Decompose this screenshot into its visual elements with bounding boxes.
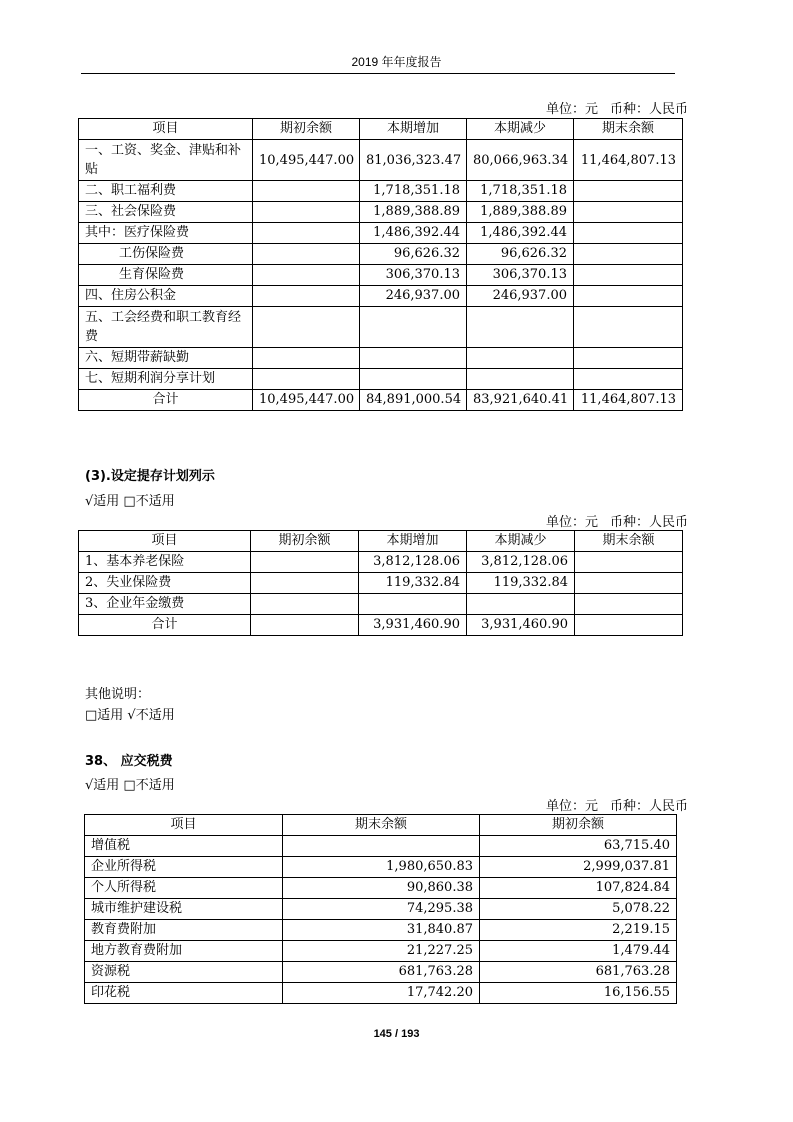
value-cell [575,552,683,573]
value-cell [574,181,683,202]
table-row [79,202,683,223]
value-cell [253,265,360,286]
value-cell: 96,626.32 [467,244,574,265]
table-row [85,878,677,899]
table-row [79,265,683,286]
value-cell [575,615,683,636]
table-row [79,286,683,307]
table-row [79,140,683,181]
value-cell [253,244,360,265]
unit-line-3 [534,795,688,814]
value-cell: 3,931,460.90 [467,615,575,636]
table-row [85,920,677,941]
value-cell: 84,891,000.54 [360,390,467,411]
row-label: 增值税 [85,836,283,857]
value-cell: 11,464,807.13 [574,140,683,181]
page-number: 145 / 193 [373,1028,420,1040]
value-cell [251,552,359,573]
value-cell [574,348,683,369]
value-cell: 10,495,447.00 [253,140,360,181]
value-cell: 1,718,351.18 [467,181,574,202]
row-label: 四、住房公积金 [79,286,253,307]
column-header: 本期增加 [359,531,467,552]
table-row [85,983,677,1004]
value-cell: 1,486,392.44 [360,223,467,244]
value-cell [360,348,467,369]
value-cell [574,244,683,265]
column-header: 项目 [79,531,251,552]
row-label: 五、工会经费和职工教育经费 [79,307,253,348]
value-cell [467,307,574,348]
column-header: 期初余额 [251,531,359,552]
value-cell [253,202,360,223]
row-label: 教育费附加 [85,920,283,941]
row-label: 其中：医疗保险费 [79,223,253,244]
value-cell [253,369,360,390]
value-cell: 3,812,128.06 [359,552,467,573]
table-row [85,857,677,878]
row-label: 2、失业保险费 [79,573,251,594]
value-cell: 1,889,388.89 [467,202,574,223]
table-row [79,307,683,348]
value-cell: 81,036,323.47 [360,140,467,181]
value-cell [574,202,683,223]
row-label: 生育保险费 [79,265,253,286]
row-label: 七、短期利润分享计划 [79,369,253,390]
table-row [79,369,683,390]
other-notes-applicability: □适用 √不适用 [85,708,175,723]
row-label: 城市维护建设税 [85,899,283,920]
currency-label: 币种：人民币 [609,515,688,530]
row-label: 合计 [79,390,253,411]
value-cell: 681,763.28 [283,962,480,983]
value-cell [253,286,360,307]
value-cell: 5,078.22 [480,899,677,920]
value-cell [574,286,683,307]
table-row [79,181,683,202]
column-header: 本期减少 [467,119,574,140]
value-cell: 63,715.40 [480,836,677,857]
value-cell [575,594,683,615]
value-cell [253,348,360,369]
column-header: 期初余额 [480,815,677,836]
value-cell: 306,370.13 [360,265,467,286]
value-cell [575,573,683,594]
row-label: 1、基本养老保险 [79,552,251,573]
value-cell: 21,227.25 [283,941,480,962]
row-label: 六、短期带薪缺勤 [79,348,253,369]
column-header: 期初余额 [253,119,360,140]
taxes-payable-table [84,814,677,1004]
row-label: 3、企业年金缴费 [79,594,251,615]
column-header: 期末余额 [283,815,480,836]
table-row [79,573,683,594]
table-row [85,836,677,857]
unit-label: 单位：元 [545,799,598,814]
value-cell [251,594,359,615]
table-header-row [85,815,677,836]
currency-label: 币种：人民币 [609,102,688,117]
value-cell: 96,626.32 [360,244,467,265]
value-cell [574,265,683,286]
value-cell [251,615,359,636]
value-cell: 3,931,460.90 [359,615,467,636]
value-cell: 2,999,037.81 [480,857,677,878]
table-row [79,223,683,244]
unit-line-2 [534,511,688,530]
value-cell: 246,937.00 [467,286,574,307]
table-row [79,552,683,573]
column-header: 期末余额 [575,531,683,552]
defined-contribution-table [78,530,683,636]
section-3-applicability: √适用 □不适用 [85,494,175,509]
value-cell: 80,066,963.34 [467,140,574,181]
table-header-row [79,531,683,552]
currency-label: 币种：人民币 [609,799,688,814]
value-cell: 246,937.00 [360,286,467,307]
value-cell: 3,812,128.06 [467,552,575,573]
value-cell: 2,219.15 [480,920,677,941]
row-label: 三、社会保险费 [79,202,253,223]
value-cell [467,369,574,390]
value-cell [359,594,467,615]
table-row [79,594,683,615]
value-cell: 681,763.28 [480,962,677,983]
value-cell: 107,824.84 [480,878,677,899]
value-cell: 17,742.20 [283,983,480,1004]
table-header-row [79,119,683,140]
row-label: 地方教育费附加 [85,941,283,962]
value-cell: 1,889,388.89 [360,202,467,223]
row-label: 个人所得税 [85,878,283,899]
value-cell: 11,464,807.13 [574,390,683,411]
value-cell: 83,921,640.41 [467,390,574,411]
section-38-applicability: √适用 □不适用 [85,778,175,793]
value-cell [283,836,480,857]
value-cell: 1,718,351.18 [360,181,467,202]
value-cell: 74,295.38 [283,899,480,920]
value-cell: 119,332.84 [359,573,467,594]
table-row [85,941,677,962]
value-cell [574,223,683,244]
value-cell [253,223,360,244]
column-header: 本期减少 [467,531,575,552]
unit-label: 单位：元 [545,102,598,117]
value-cell: 119,332.84 [467,573,575,594]
table-row [79,390,683,411]
row-label: 印花税 [85,983,283,1004]
unit-label: 单位：元 [545,515,598,530]
value-cell: 1,486,392.44 [467,223,574,244]
table-row [85,899,677,920]
row-label: 合计 [79,615,251,636]
value-cell: 90,860.38 [283,878,480,899]
column-header: 项目 [85,815,283,836]
value-cell: 16,156.55 [480,983,677,1004]
table-row [85,962,677,983]
value-cell [360,307,467,348]
column-header: 项目 [79,119,253,140]
other-notes-label: 其他说明： [85,687,151,702]
section-38-title: 38、 应交税费 [85,754,173,769]
header-divider [81,73,675,74]
value-cell [574,369,683,390]
column-header: 期末余额 [574,119,683,140]
table-row [79,348,683,369]
unit-line-1 [534,98,688,117]
row-label: 二、职工福利费 [79,181,253,202]
value-cell: 306,370.13 [467,265,574,286]
value-cell [467,348,574,369]
row-label: 资源税 [85,962,283,983]
value-cell: 1,980,650.83 [283,857,480,878]
value-cell [253,181,360,202]
value-cell [251,573,359,594]
row-label: 一、工资、奖金、津贴和补贴 [79,140,253,181]
row-label: 工伤保险费 [79,244,253,265]
value-cell: 31,840.87 [283,920,480,941]
value-cell [467,594,575,615]
report-header: 2019 年年度报告 [351,55,442,69]
value-cell: 10,495,447.00 [253,390,360,411]
value-cell [360,369,467,390]
value-cell [253,307,360,348]
value-cell: 1,479.44 [480,941,677,962]
row-label: 企业所得税 [85,857,283,878]
table-row [79,615,683,636]
table-row [79,244,683,265]
value-cell [574,307,683,348]
section-3-title: (3).设定提存计划列示 [85,469,215,484]
employee-compensation-table [78,118,683,411]
column-header: 本期增加 [360,119,467,140]
